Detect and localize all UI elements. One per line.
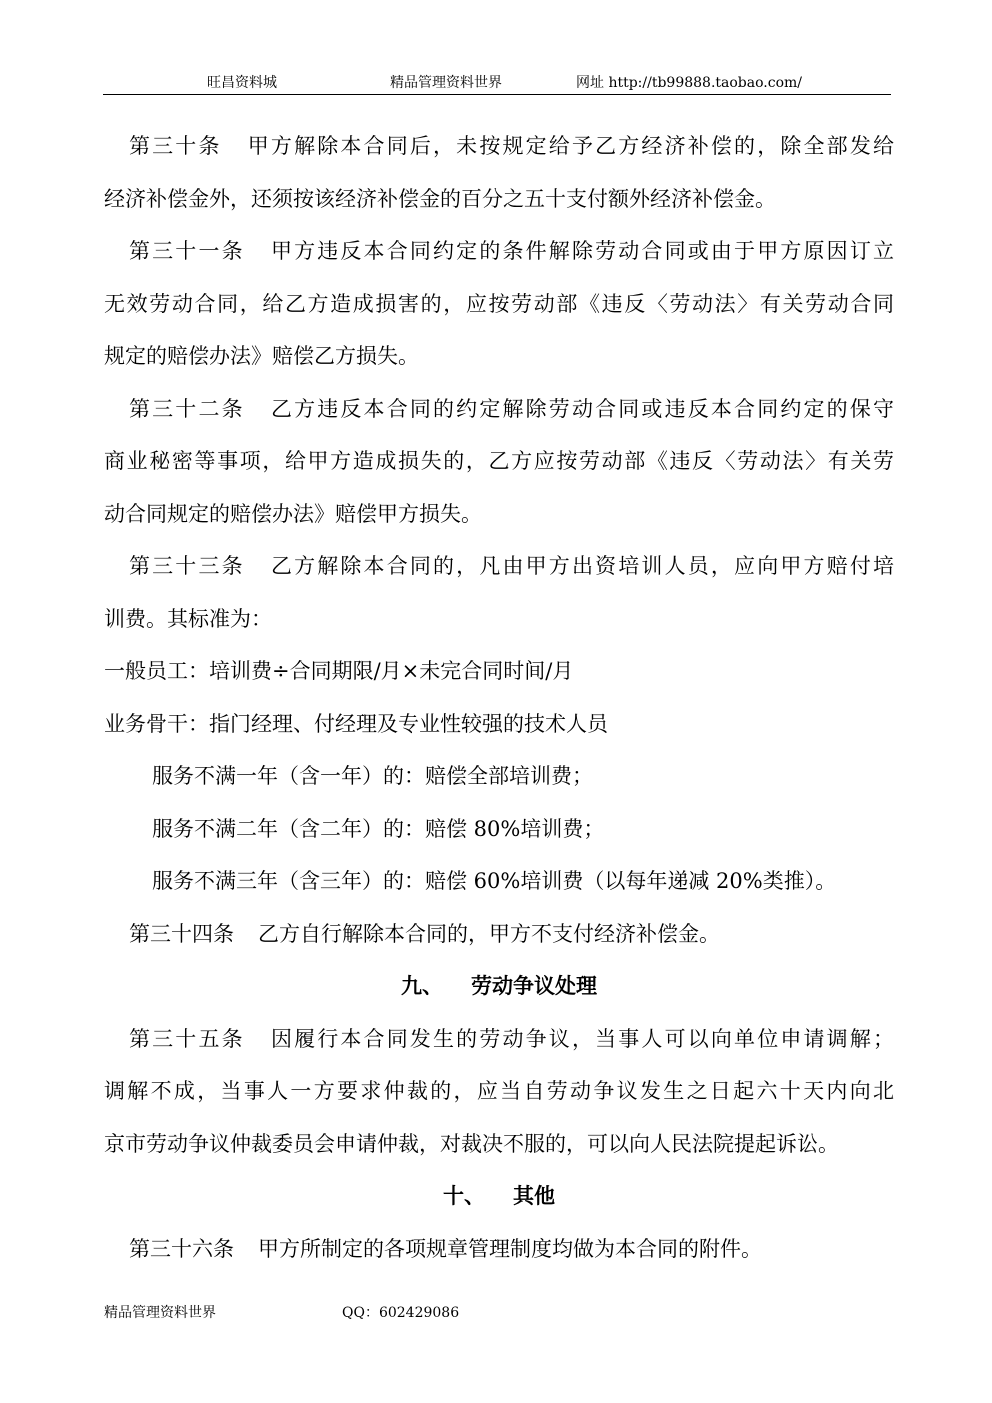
article-30-line-1: 第三十条 甲方解除本合同后，未按规定给予乙方经济补偿的，除全部发给 xyxy=(129,134,894,158)
article-36-line-1: 第三十六条 甲方所制定的各项规章管理制度均做为本合同的附件。 xyxy=(129,1236,762,1261)
compensation-tier-2: 服务不满二年（含二年）的：赔偿 80%培训费； xyxy=(152,816,605,841)
section-10-number: 十、 xyxy=(443,1184,485,1208)
article-31-line-1: 第三十一条 甲方违反本合同约定的条件解除劳动合同或由于甲方原因订立 xyxy=(129,239,894,263)
article-31-line-3: 规定的赔偿办法》赔偿乙方损失。 xyxy=(104,344,419,368)
article-36-number: 第三十六条 xyxy=(129,1236,234,1261)
header-center-text: 精品管理资料世界 xyxy=(390,75,502,91)
page-header xyxy=(103,68,891,95)
article-32 xyxy=(104,383,894,541)
article-30-number: 第三十条 xyxy=(129,134,222,158)
section-heading-10 xyxy=(104,1170,894,1223)
article-35-number: 第三十五条 xyxy=(129,1026,245,1051)
article-32-line-3: 动合同规定的赔偿办法》赔偿甲方损失。 xyxy=(104,501,482,526)
section-heading-9 xyxy=(104,960,894,1013)
compensation-tier-1: 服务不满一年（含一年）的：赔偿全部培训费； xyxy=(152,764,593,788)
article-35-line-2: 调解不成，当事人一方要求仲裁的，应当自劳动争议发生之日起六十天内向北 xyxy=(104,1079,894,1103)
article-35-line-1: 第三十五条 因履行本合同发生的劳动争议，当事人可以向单位申请调解； xyxy=(129,1026,894,1051)
article-33 xyxy=(104,540,894,908)
article-35 xyxy=(104,1013,894,1171)
article-33-line-1: 第三十三条 乙方解除本合同的，凡由甲方出资培训人员，应向甲方赔付培 xyxy=(129,554,894,578)
article-30 xyxy=(104,120,894,225)
header-website-text: 网址 http://tb99888.taobao.com/ xyxy=(576,75,803,91)
section-9-number: 九、 xyxy=(401,974,443,998)
article-35-line-3: 京市劳动争议仲裁委员会申请仲裁，对裁决不服的，可以向人民法院提起诉讼。 xyxy=(104,1131,839,1156)
article-32-line-1: 第三十二条 乙方违反本合同的约定解除劳动合同或违反本合同约定的保守 xyxy=(129,396,894,421)
general-staff-formula: 一般员工：培训费÷合同期限/月×未完合同时间/月 xyxy=(104,659,574,683)
article-34-number: 第三十四条 xyxy=(129,921,234,946)
header-left-text: 旺昌资料城 xyxy=(207,75,277,91)
section-9-title: 劳动争议处理 xyxy=(471,974,597,998)
article-36 xyxy=(104,1223,894,1276)
article-33-number: 第三十三条 xyxy=(129,554,245,578)
footer-left-text: 精品管理资料世界 xyxy=(104,1305,216,1321)
footer-qq-text: QQ：602429086 xyxy=(342,1305,460,1321)
article-34-line-1: 第三十四条 乙方自行解除本合同的，甲方不支付经济补偿金。 xyxy=(129,921,720,946)
section-10-title: 其他 xyxy=(513,1184,555,1208)
article-31-number: 第三十一条 xyxy=(129,239,245,263)
article-31 xyxy=(104,225,894,383)
document-body xyxy=(104,120,894,1275)
article-31-line-2: 无效劳动合同，给乙方造成损害的，应按劳动部《违反〈劳动法〉有关劳动合同 xyxy=(104,291,894,316)
compensation-tier-3: 服务不满三年（含三年）的：赔偿 60%培训费（以每年递减 20%类推）。 xyxy=(152,869,837,893)
article-32-line-2: 商业秘密等事项，给甲方造成损失的，乙方应按劳动部《违反〈劳动法〉有关劳 xyxy=(104,449,894,473)
article-33-line-2: 训费。其标准为： xyxy=(104,606,272,631)
backbone-staff-definition: 业务骨干：指门经理、付经理及专业性较强的技术人员 xyxy=(104,711,608,736)
page-footer xyxy=(104,1302,460,1322)
article-34 xyxy=(104,908,894,961)
article-30-line-2: 经济补偿金外，还须按该经济补偿金的百分之五十支付额外经济补偿金。 xyxy=(104,186,776,211)
article-32-number: 第三十二条 xyxy=(129,396,245,421)
